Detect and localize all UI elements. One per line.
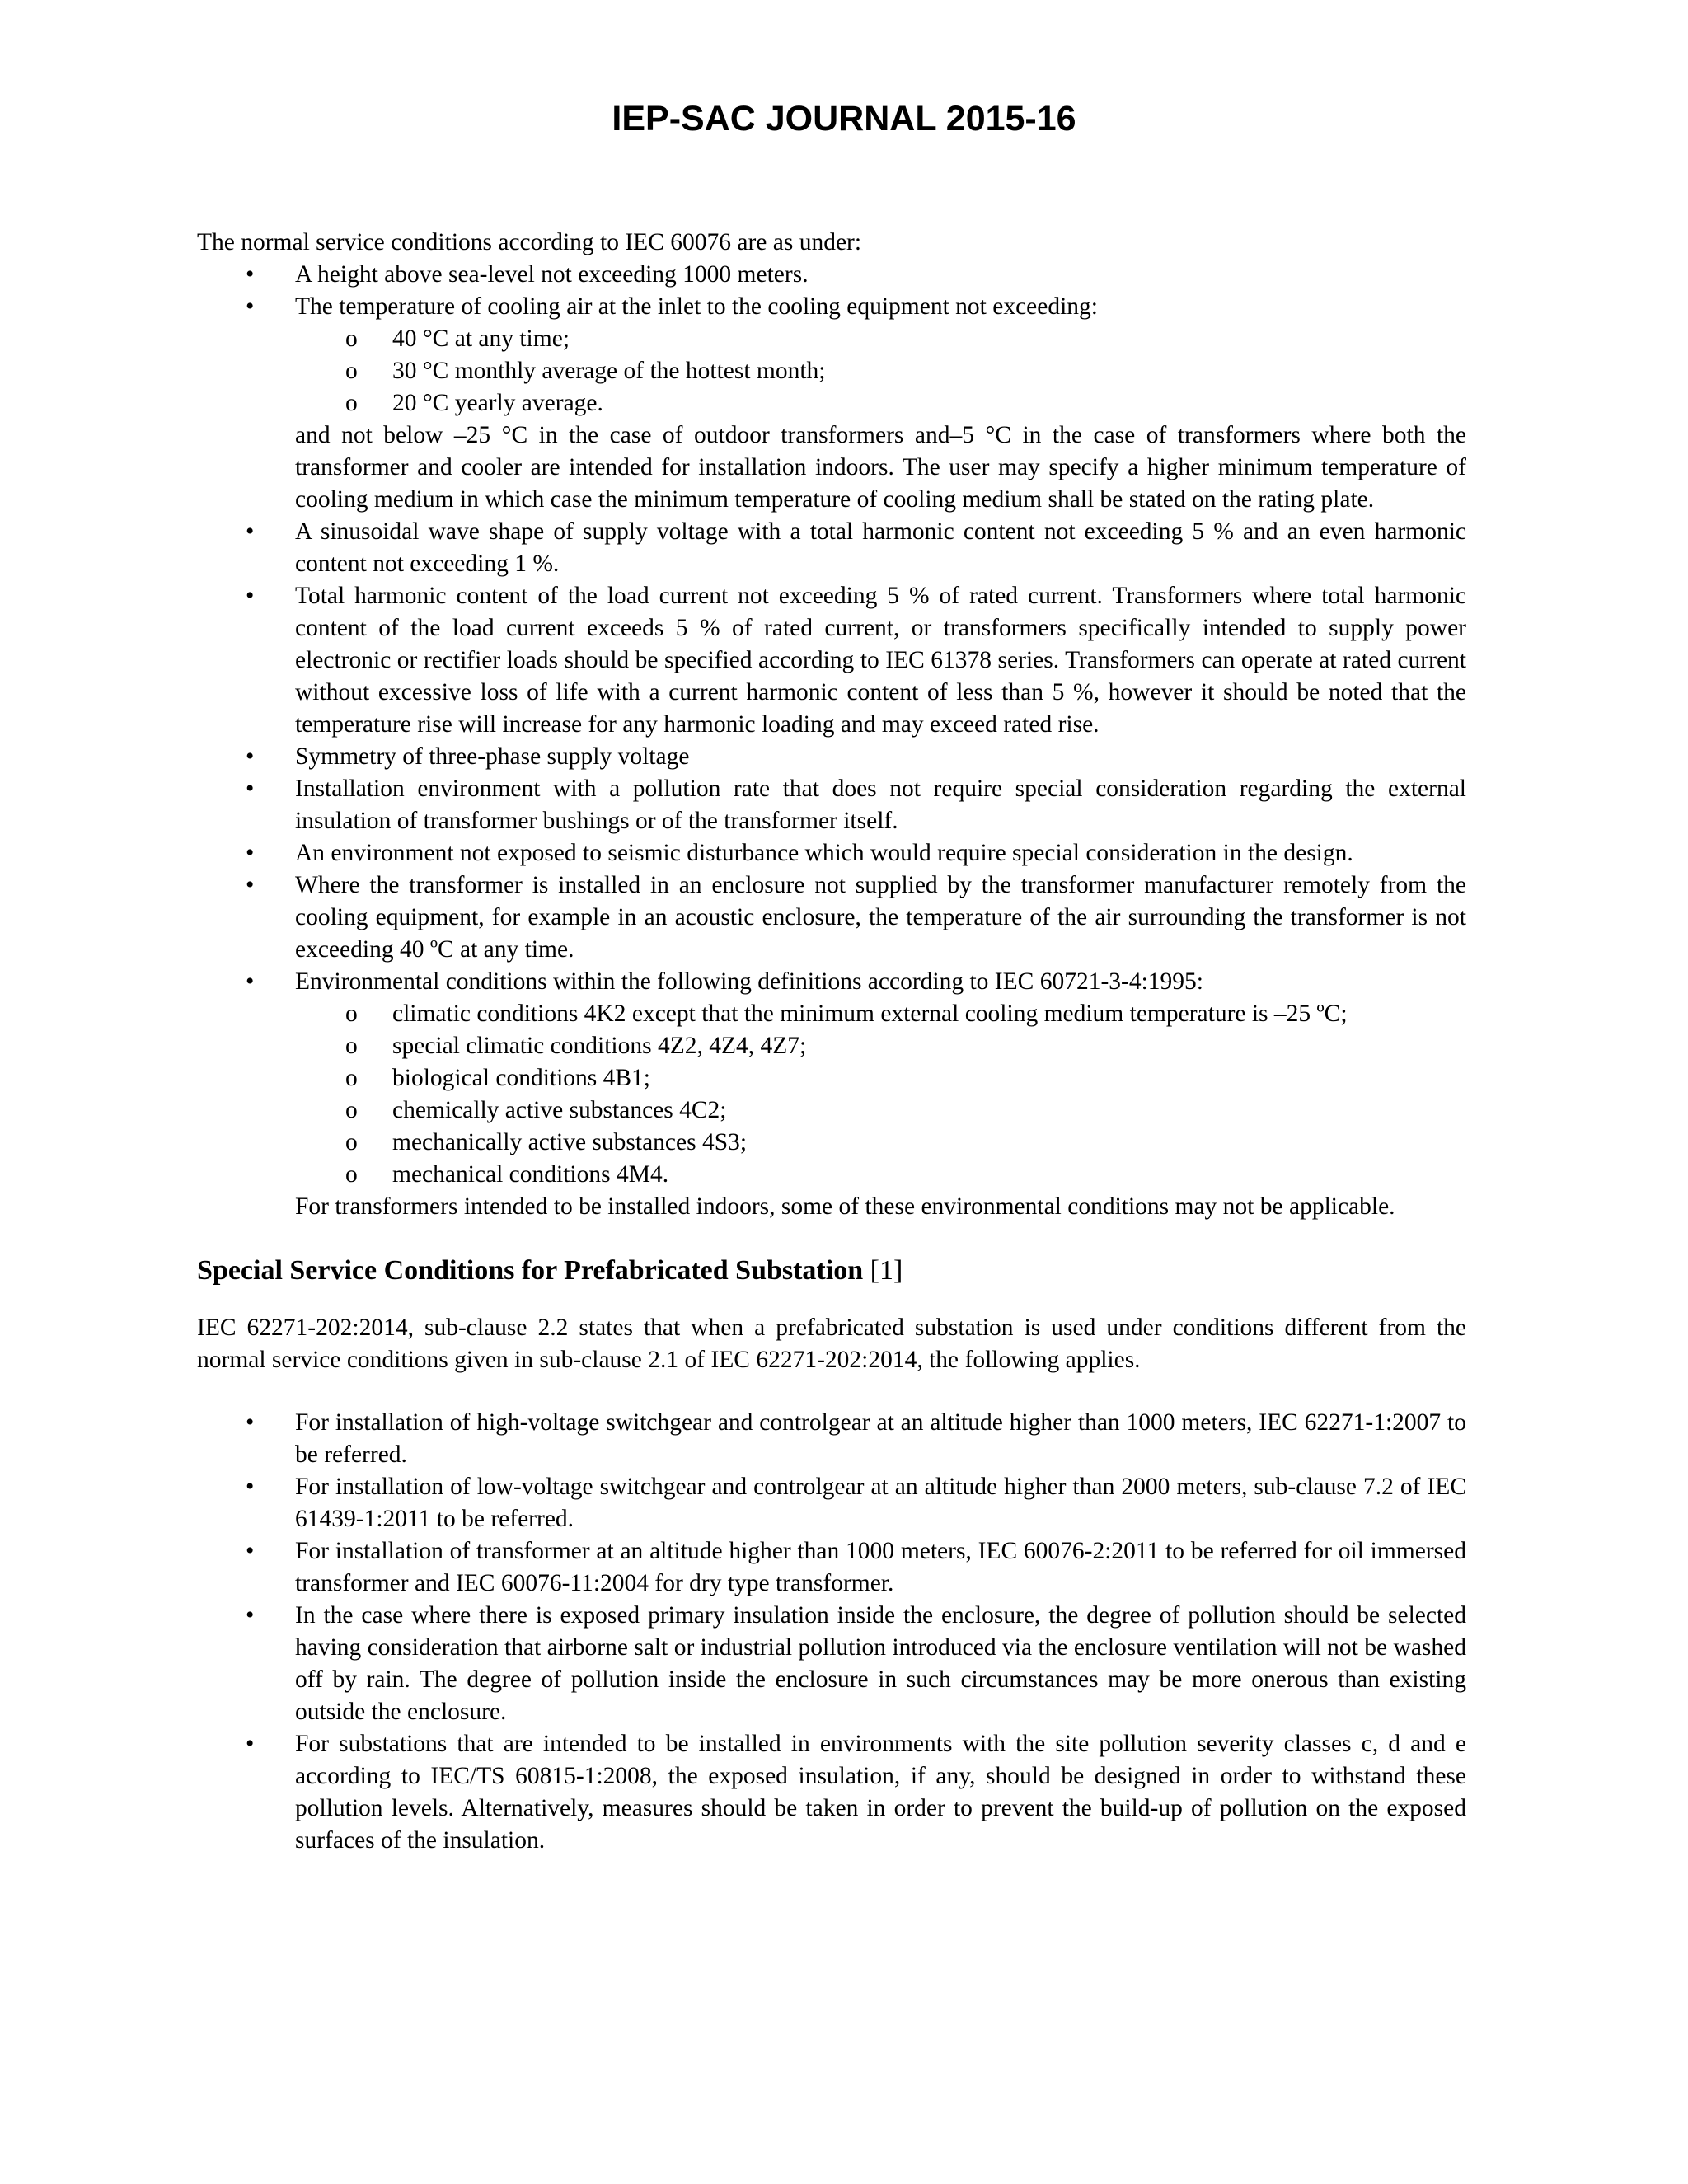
special-conditions-list bbox=[197, 1407, 1466, 1857]
list-item: • An environment not exposed to seismic disturbance which would require special consideration in the design. bbox=[197, 837, 1466, 869]
list-item-text: The temperature of cooling air at the inlet to the cooling equipment not exceeding: bbox=[295, 293, 1098, 320]
env-note: For transformers intended to be installed indoors, some of these environmental conditions may not be applicable. bbox=[295, 1193, 1395, 1220]
section-reference: [1] bbox=[870, 1255, 903, 1286]
list-item: • For substations that are intended to be installed in environments with the site pollution severity classes c, d and e according to IEC/TS 60815-1:2008, the exposed insulation, if any, should be designed in order to withstand these pollution levels. Alternatively, measures should be taken in order to prevent the build-up of pollution on the exposed surfaces of the insulation. bbox=[197, 1728, 1466, 1857]
normal-intro: The normal service conditions according to IEC 60076 are as under: bbox=[197, 229, 862, 255]
normal-conditions-list bbox=[197, 259, 1466, 323]
list-item: • For installation of low-voltage switchgear and controlgear at an altitude higher than 2000 meters, sub-clause 7.2 of IEC 61439-1:2011 to be referred. bbox=[197, 1471, 1466, 1535]
section-heading-text: Special Service Conditions for Prefabricated Substation bbox=[197, 1255, 864, 1286]
cooling-note: and not below –25 °C in the case of outdoor transformers and–5 °C in the case of transformers where both the transformer and cooler are intended for installation indoors. The user may specify a higher minimum temperature of cooling medium in which case the minimum temperature of cooling medium shall be stated on the rating plate. bbox=[295, 422, 1466, 513]
sub-list-item: o 20 °C yearly average. bbox=[295, 387, 1466, 419]
sub-list-item: o 40 °C at any time; bbox=[295, 323, 1466, 355]
spacer bbox=[197, 1289, 1466, 1312]
list-item: • Environmental conditions within the following definitions according to IEC 60721-3-4:1995: bbox=[197, 966, 1466, 998]
sub-list-item: o special climatic conditions 4Z2, 4Z4, 4Z7; bbox=[295, 1030, 1466, 1062]
sub-list-item: o 30 °C monthly average of the hottest month; bbox=[295, 355, 1466, 387]
list-item: • A height above sea-level not exceeding 1000 meters. bbox=[197, 259, 1466, 291]
sub-list-item: o biological conditions 4B1; bbox=[295, 1062, 1466, 1094]
list-item: • Total harmonic content of the load current not exceeding 5 % of rated current. Transformers where total harmonic content of the load current exceeds 5 % of rated current, or transformers specifically intended to supply power electronic or rectifier loads should be specified according to IEC 61378 series. Transformers can operate at rated current without excessive loss of life with a current harmonic content of less than 5 %, however it should be noted that the temperature rise will increase for any harmonic loading and may exceed rated rise. bbox=[197, 580, 1466, 741]
sub-list-item: o climatic conditions 4K2 except that the minimum external cooling medium temperature is –25 ºC; bbox=[295, 998, 1466, 1030]
list-item: • Symmetry of three-phase supply voltage bbox=[197, 741, 1466, 773]
env-sub-list bbox=[197, 998, 1466, 1191]
list-item: • Where the transformer is installed in an enclosure not supplied by the transformer manufacturer remotely from the cooling equipment, for example in an acoustic enclosure, the temperature of the air surrounding the transformer is not exceeding 40 ºC at any time. bbox=[197, 869, 1466, 966]
page-body bbox=[197, 227, 1466, 1857]
section-heading bbox=[197, 1253, 1466, 1289]
sub-list-item: o mechanical conditions 4M4. bbox=[295, 1159, 1466, 1191]
list-item: • In the case where there is exposed primary insulation inside the enclosure, the degree of pollution should be selected having consideration that airborne salt or industrial pollution introduced via the enclosure ventilation will not be washed off by rain. The degree of pollution inside the enclosure in such circumstances may be more onerous than existing outside the enclosure. bbox=[197, 1600, 1466, 1728]
list-item bbox=[197, 291, 1466, 323]
list-item: • Installation environment with a pollution rate that does not require special consideration regarding the external insulation of transformer bushings or of the transformer itself. bbox=[197, 773, 1466, 837]
sub-list-item: o chemically active substances 4C2; bbox=[295, 1094, 1466, 1127]
spacer bbox=[197, 1376, 1466, 1407]
normal-conditions-list-continued bbox=[197, 516, 1466, 998]
list-item: • A sinusoidal wave shape of supply voltage with a total harmonic content not exceeding 5 % and an even harmonic content not exceeding 1 %. bbox=[197, 516, 1466, 580]
list-item: • For installation of high-voltage switchgear and controlgear at an altitude higher than 1000 meters, IEC 62271-1:2007 to be referred. bbox=[197, 1407, 1466, 1471]
special-intro: IEC 62271-202:2014, sub-clause 2.2 states that when a prefabricated substation is used under conditions different from the normal service conditions given in sub-clause 2.1 of IEC 62271-202:2014, the following applies. bbox=[197, 1315, 1466, 1373]
sub-list-item: o mechanically active substances 4S3; bbox=[295, 1127, 1466, 1159]
list-item: • For installation of transformer at an altitude higher than 1000 meters, IEC 60076-2:2011 to be referred for oil immersed transformer and IEC 60076-11:2004 for dry type transformer. bbox=[197, 1535, 1466, 1600]
page-header-title: IEP-SAC JOURNAL 2015-16 bbox=[612, 99, 1076, 138]
cooling-sub-list bbox=[197, 323, 1466, 419]
